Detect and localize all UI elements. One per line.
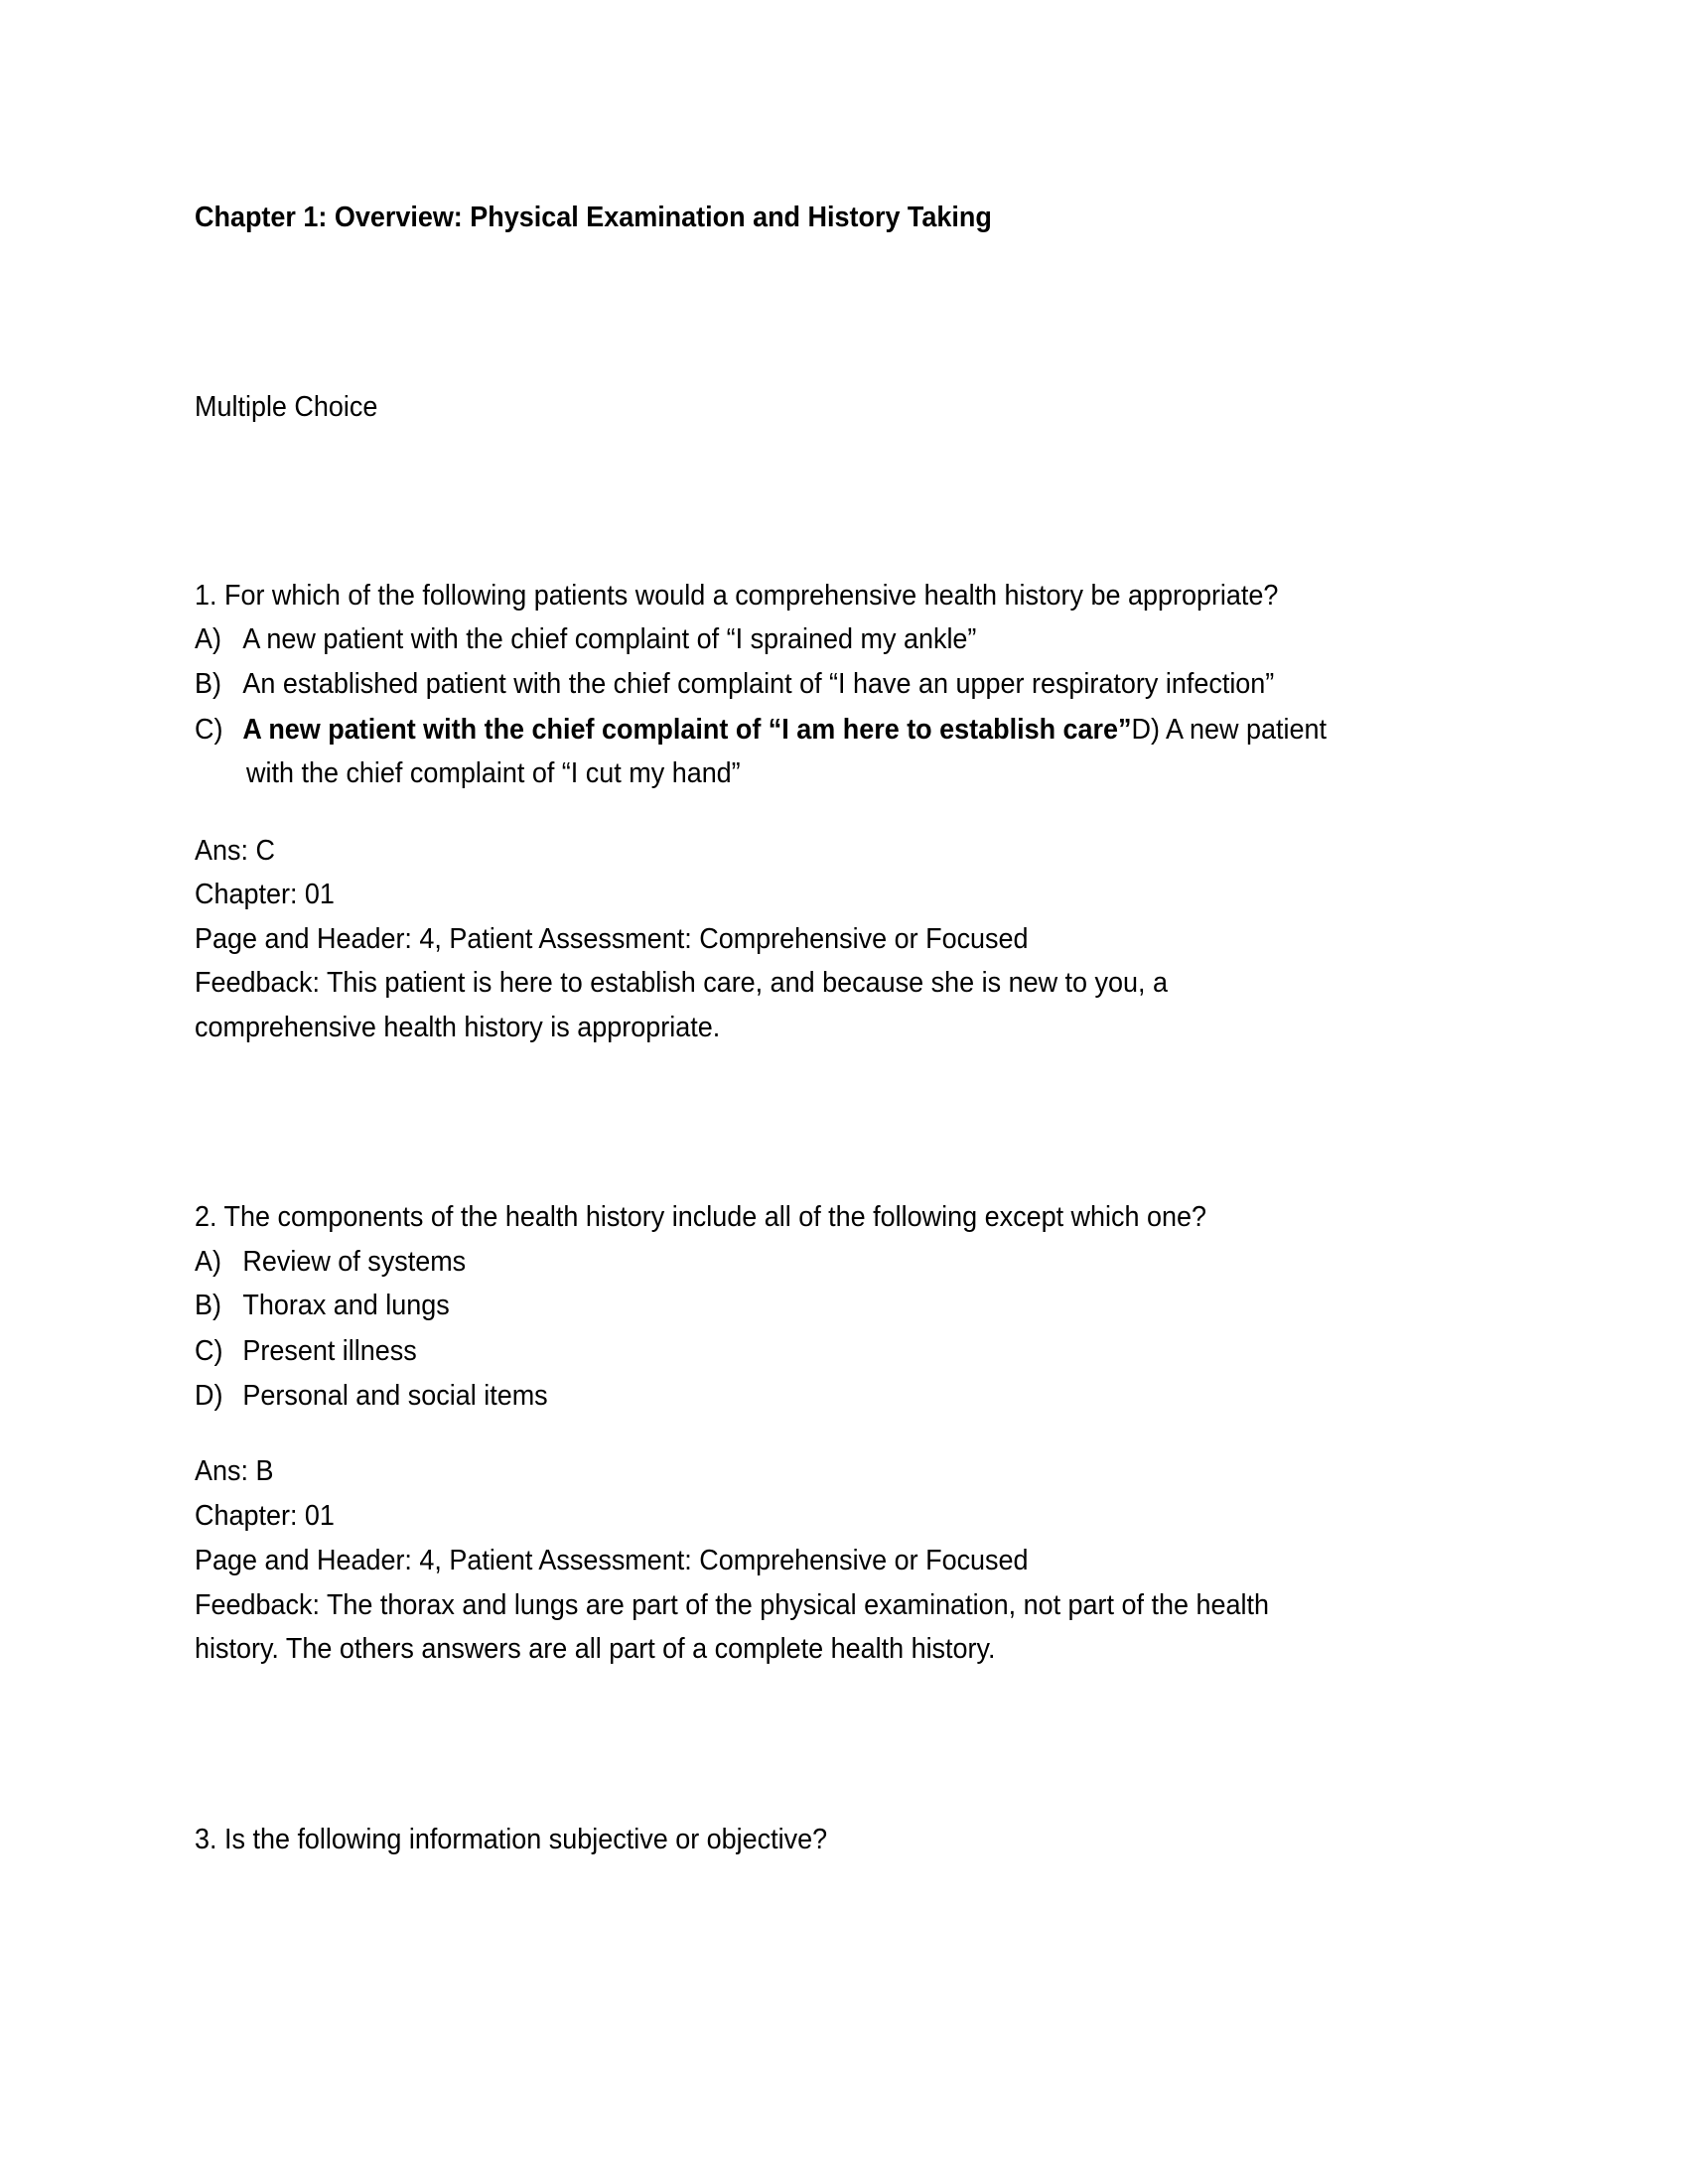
page-and-header: Page and Header: 4, Patient Assessment: Comprehensive or Focused [195,1545,1029,1576]
question-stem: 1. For which of the following patients would a comprehensive health history be appropriate? [195,580,1279,612]
answer: Ans: B [195,1455,274,1487]
question-stem: 2. The components of the health history include all of the following except which one? [195,1201,1207,1233]
option-text: A new patient with the chief complaint of “I sprained my ankle” [242,623,977,655]
option-key: A) [195,1246,221,1278]
option-text: Personal and social items [242,1380,548,1412]
section-heading: Multiple Choice [195,391,378,423]
option-key: A) [195,623,221,655]
chapter: Chapter: 01 [195,879,335,910]
option-a [195,1242,466,1282]
feedback: Feedback: The thorax and lungs are part of the physical examination, not part of the health [195,1589,1269,1621]
feedback-continued: comprehensive health history is appropriate. [195,1012,721,1043]
option-text: Thorax and lungs [242,1290,450,1321]
feedback: Feedback: This patient is here to establish care, and because she is new to you, a [195,967,1169,999]
option-b [195,664,1274,704]
option-key: B) [195,1290,221,1321]
option-d [195,1376,548,1416]
option-a [195,619,976,659]
option-b [195,1286,450,1325]
option-key: B) [195,668,221,700]
option-key: C) [195,1335,223,1367]
answer: Ans: C [195,835,275,867]
option-c [195,710,1327,750]
option-text: Present illness [242,1335,417,1367]
option-key: D) [195,1380,223,1412]
chapter: Chapter: 01 [195,1500,335,1532]
option-key: C) [195,714,223,746]
feedback-continued: history. The others answers are all part of a complete health history. [195,1633,996,1665]
option-d-inline: D) A new patient [1131,714,1327,746]
document-title: Chapter 1: Overview: Physical Examination and History Taking [195,202,992,233]
option-text: Review of systems [242,1246,467,1278]
page-and-header: Page and Header: 4, Patient Assessment: Comprehensive or Focused [195,923,1029,955]
option-text-correct: A new patient with the chief complaint of “I am here to establish care” [242,714,1132,746]
option-c [195,1331,417,1371]
question-stem: 3. Is the following information subjective or objective? [195,1824,828,1855]
option-text: An established patient with the chief complaint of “I have an upper respiratory infection” [242,668,1275,700]
option-d-continued: with the chief complaint of “I cut my hand” [246,757,741,789]
